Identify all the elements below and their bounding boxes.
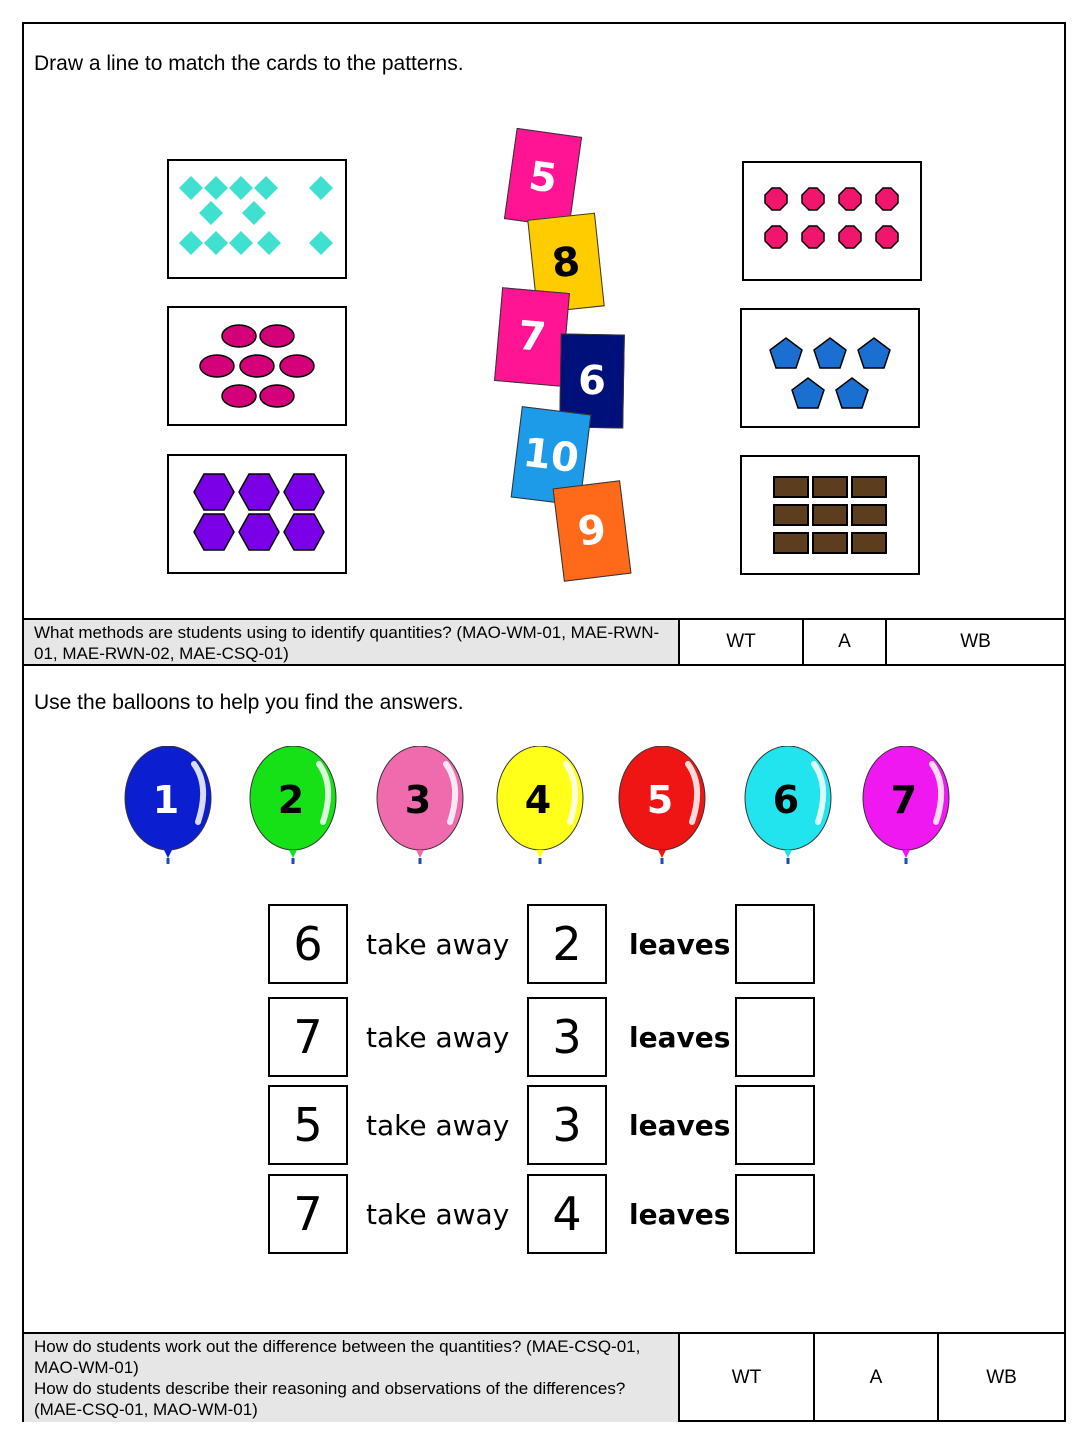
subtrahend-box: 2 [527,904,607,984]
balloon-4 [496,746,588,871]
balloon-number: 7 [890,778,918,822]
level-wb-2[interactable]: WB [986,1367,1017,1388]
section1-instruction: Draw a line to match the cards to the patterns. [34,52,464,75]
octagon-shapes [744,163,920,279]
balloon-number: 1 [152,778,180,822]
take-away-label: take away [366,1021,510,1054]
minuend-box: 7 [268,1174,348,1254]
assessment-question-2a: How do students work out the difference between the quantities? (MAE-CSQ-01, MAO-WM-01) [34,1337,641,1377]
balloon-2 [249,746,341,871]
number-card-8[interactable]: 8 [527,213,604,314]
pattern-hexagons[interactable] [167,454,347,574]
balloon-1 [124,746,216,871]
balloon-number: 2 [277,778,305,822]
number-card-5[interactable]: 5 [504,128,582,228]
rectangle-shapes [742,457,918,573]
oval-shapes [169,308,345,424]
pattern-rectangles[interactable] [740,455,920,575]
pattern-octagons[interactable] [742,161,922,281]
leaves-label: leaves [629,1109,731,1142]
number-card-10[interactable]: 10 [511,406,592,506]
number-card-7[interactable]: 7 [494,287,570,387]
pattern-diamonds[interactable] [167,159,347,279]
leaves-label: leaves [629,1021,731,1054]
subtrahend-box: 3 [527,1085,607,1165]
subtrahend-box: 4 [527,1174,607,1254]
balloon-5 [618,746,710,871]
balloon-3 [376,746,468,871]
pentagon-shapes [742,310,918,426]
balloon-number: 5 [646,778,674,822]
pattern-ovals[interactable] [167,306,347,426]
level-a-2[interactable]: A [815,1334,939,1422]
number-card-6[interactable]: 6 [559,333,625,428]
leaves-label: leaves [629,928,731,961]
assessment-question-2b: How do students describe their reasoning and observations of the differences? (MAE-CSQ-01, MAO-WM-01) [34,1379,626,1419]
answer-box[interactable] [735,904,815,984]
answer-box[interactable] [735,1085,815,1165]
leaves-label: leaves [629,1198,731,1231]
level-a-1[interactable]: A [804,620,887,664]
assessment-row-2 [24,1334,1064,1422]
level-wb-1[interactable]: WB [960,631,991,652]
level-wt-1[interactable]: WT [680,620,804,664]
minuend-box: 6 [268,904,348,984]
assessment-questions-2 [24,1334,680,1422]
balloon-6 [744,746,836,871]
section2-instruction: Use the balloons to help you find the answers. [34,691,464,714]
answer-box[interactable] [735,997,815,1077]
balloon-number: 3 [404,778,432,822]
pattern-pentagons[interactable] [740,308,920,428]
answer-box[interactable] [735,1174,815,1254]
balloon-7 [862,746,954,871]
balloon-number: 4 [524,778,552,822]
assessment-row-1 [24,620,1064,664]
hexagon-shapes [169,456,345,572]
worksheet-frame [22,22,1066,1422]
take-away-label: take away [366,1198,510,1231]
number-card-9[interactable]: 9 [553,480,632,582]
take-away-label: take away [366,1109,510,1142]
level-wt-2[interactable]: WT [680,1334,815,1422]
assessment-question-1: What methods are students using to identify quantities? (MAO-WM-01, MAE-RWN-01, MAE-RWN-02, MAE-CSQ-01) [24,620,680,664]
take-away-label: take away [366,928,510,961]
minuend-box: 7 [268,997,348,1077]
balloon-number: 6 [772,778,800,822]
diamond-shapes [169,161,345,277]
subtrahend-box: 3 [527,997,607,1077]
minuend-box: 5 [268,1085,348,1165]
